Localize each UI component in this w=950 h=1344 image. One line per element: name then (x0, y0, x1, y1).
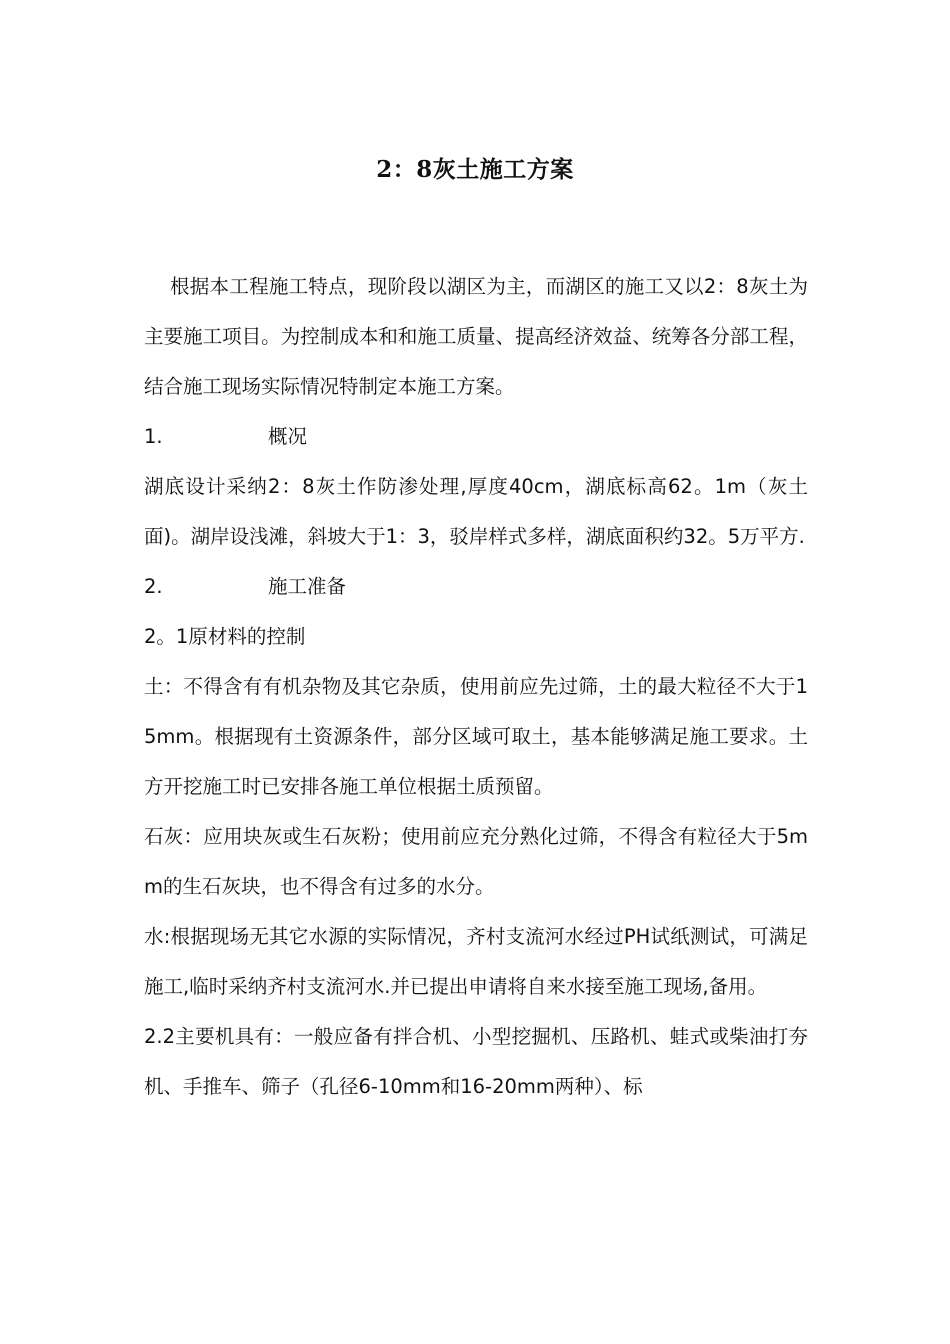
section-2-number: 2. (144, 575, 163, 598)
section-1-heading (144, 412, 808, 462)
lime-paragraph: 石灰：应用块灰或生石灰粉；使用前应充分熟化过筛，不得含有粒径大于5mm的生石灰块，也不得含有过多的水分。 (144, 825, 808, 898)
water-paragraph: 水:根据现场无其它水源的实际情况，齐村支流河水经过PH试纸测试，可满足施工,临时采纳齐村支流河水.并已提出申请将自来水接至施工现场,备用。 (144, 925, 808, 998)
machines-paragraph: 2.2主要机具有：一般应备有拌合机、小型挖掘机、压路机、蛙式或柴油打夯机、手推车、筛子（孔径6-10mm和16-20mm两种）、标 (144, 1025, 808, 1098)
intro-paragraph: 根据本工程施工特点，现阶段以湖区为主，而湖区的施工又以2：8灰土为主要施工项目。为控制成本和和施工质量、提高经济效益、统筹各分部工程，结合施工现场实际情况特制定本施工方案。 (144, 275, 808, 398)
section-1-paragraph: 湖底设计采纳2：8灰土作防渗处理,厚度40cm，湖底标高62。1m（灰土面)。湖岸设浅滩，斜坡大于1：3，驳岸样式多样，湖底面积约32。5万平方. (144, 475, 808, 548)
soil-paragraph: 土：不得含有有机杂物及其它杂质，使用前应先过筛，土的最大粒径不大于15mm。根据现有土资源条件，部分区域可取土，基本能够满足施工要求。土方开挖施工时已安排各施工单位根据土质预留。 (144, 675, 808, 798)
section-1-number: 1. (144, 425, 163, 448)
subsection-2-1-title: 2。1原材料的控制 (144, 625, 306, 648)
section-2-heading (144, 562, 808, 612)
section-2-title: 施工准备 (268, 575, 347, 598)
section-1-title: 概况 (268, 425, 308, 448)
document-body (144, 262, 808, 1112)
document-title: 2：8灰土施工方案 (376, 156, 574, 183)
